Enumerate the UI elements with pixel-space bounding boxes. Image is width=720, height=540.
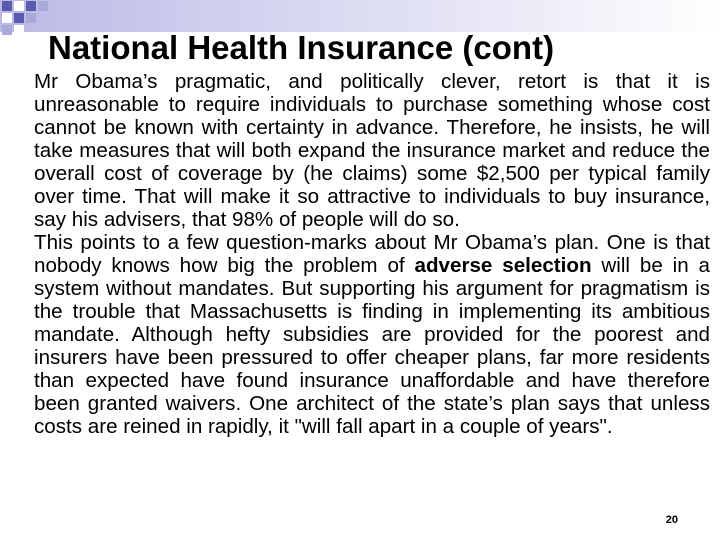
- page-number: 20: [665, 514, 678, 526]
- checker-square: [14, 1, 24, 11]
- checker-square: [2, 13, 12, 23]
- paragraph-1-text: Mr Obama’s pragmatic, and politically clever, retort is that it is unreasonable to require individuals to purchase something whose cost cannot be known with certainty in advance. Therefore, he insists, he will take measures that will both expand the insurance market and reduce the overall cost of coverage by (he claims) some $2,500 per typical family over time. That will make it so attractive to individuals to buy insurance, say his advisers, that 98% of people will do so.: [34, 70, 710, 231]
- checker-square: [26, 1, 36, 11]
- paragraph-2-text-after: will be in a system without mandates. But supporting his argument for pragmatism is the trouble that Massachusetts is finding in implementing its ambitious mandate. Although hefty subsidies are provided for the poorest and insurers have been pressured to offer cheaper plans, far more residents than expected have found insurance unaffordable and have therefore been granted waivers. One architect of the state’s plan says that unless costs are reined in rapidly, it "will fall apart in a couple of years".: [34, 254, 711, 438]
- paragraph-2-text-before: This points to a few question-marks about Mr Obama’s plan. One is that nobody knows how big the problem of: [34, 231, 710, 277]
- paragraph-2: [34, 231, 710, 438]
- checker-square: [38, 1, 48, 11]
- checker-square: [2, 25, 12, 35]
- paragraph-2-emphasis: adverse selection: [414, 254, 592, 277]
- paragraph-1: [34, 70, 710, 231]
- slide-body: [34, 70, 710, 438]
- checker-square: [2, 1, 12, 11]
- checker-square: [26, 13, 36, 23]
- checker-square: [14, 25, 24, 35]
- checker-square: [14, 13, 24, 23]
- slide-title: National Health Insurance (cont): [48, 29, 555, 66]
- header-gradient-bar: [0, 0, 720, 32]
